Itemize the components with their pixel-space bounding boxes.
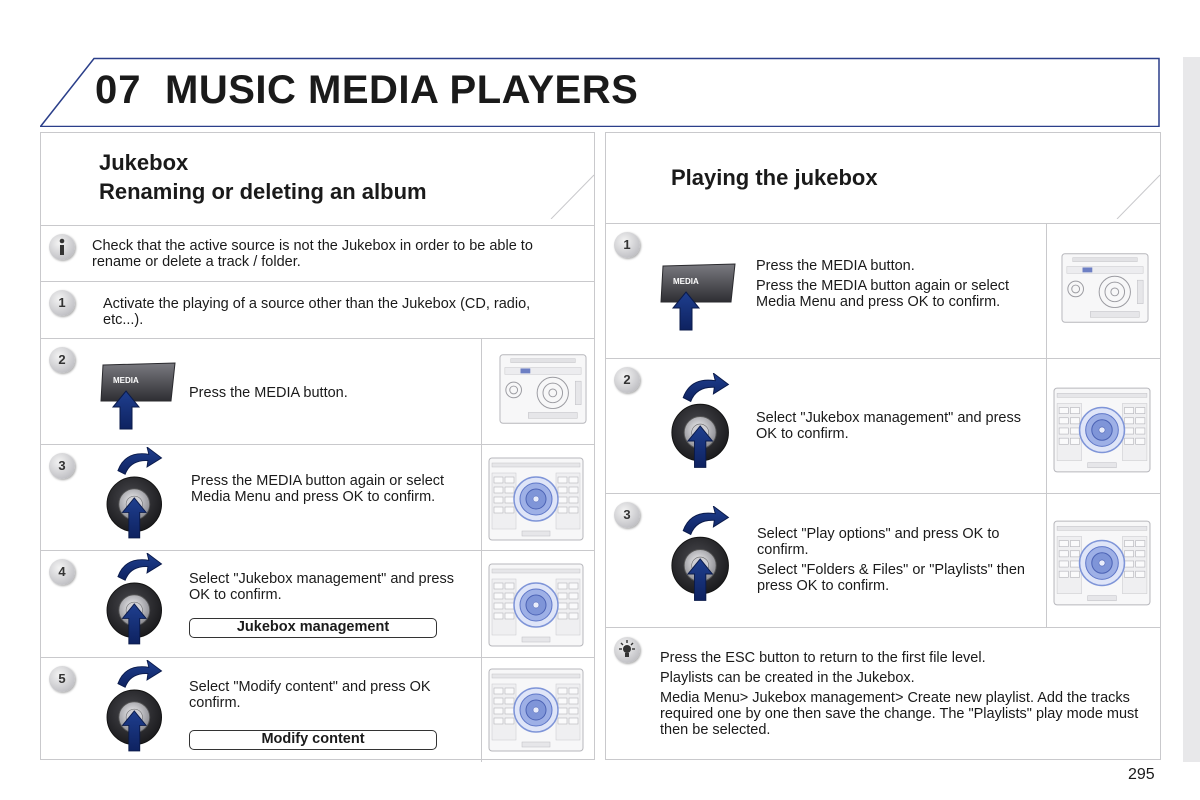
step-text-block bbox=[756, 258, 1036, 314]
right-step-3 bbox=[606, 493, 1160, 627]
control-knob-icon bbox=[105, 447, 169, 547]
tip-line: Media Menu> Jukebox management> Create new playlist. Add the tracks required one by one then save the change. The "Playlists" play mode must then be selected. bbox=[660, 690, 1139, 738]
left-section bbox=[40, 132, 595, 760]
car-radio-device-icon bbox=[488, 563, 584, 647]
step-badge: 1 bbox=[614, 232, 640, 258]
right-section-header bbox=[606, 133, 1160, 219]
left-step-2 bbox=[41, 338, 594, 444]
step-badge: 3 bbox=[49, 453, 75, 479]
control-knob-icon bbox=[670, 373, 736, 477]
info-text: Check that the active source is not the Jukebox in order to be able to rename or delete a track / folder. bbox=[92, 238, 533, 270]
modify-content-option: Modify content bbox=[189, 730, 437, 750]
right-step-1 bbox=[606, 223, 1160, 358]
left-step-4 bbox=[41, 550, 594, 657]
tip-line: Playlists can be created in the Jukebox. bbox=[660, 670, 915, 686]
control-knob-icon bbox=[105, 660, 169, 760]
car-radio-device-icon bbox=[488, 457, 584, 541]
left-section-header bbox=[41, 133, 594, 219]
step-text: Press the MEDIA button again or select Media Menu and press OK to confirm. bbox=[756, 278, 1010, 310]
left-step-5 bbox=[41, 657, 594, 761]
step-text: Select "Folders & Files" or "Playlists" then press OK to confirm. bbox=[757, 562, 1025, 594]
car-radio-device-icon bbox=[499, 353, 587, 425]
car-radio-device-icon bbox=[1053, 520, 1151, 606]
page-number: 295 bbox=[1128, 766, 1155, 783]
tip-bulb-icon bbox=[614, 637, 640, 663]
step-text: Press the MEDIA button. bbox=[189, 385, 348, 401]
chapter-number: 07 bbox=[95, 68, 142, 112]
step-badge: 1 bbox=[49, 290, 75, 316]
media-button-icon bbox=[99, 361, 177, 431]
left-section-title-2: Renaming or deleting an album bbox=[99, 179, 427, 204]
left-step-3 bbox=[41, 444, 594, 550]
tip-line: Press the ESC button to return to the first file level. bbox=[660, 650, 986, 666]
step-text: Press the MEDIA button again or select Media Menu and press OK to confirm. bbox=[191, 473, 445, 505]
car-radio-device-icon bbox=[1053, 387, 1151, 473]
step-text: Select "Modify content" and press OK confirm. bbox=[189, 679, 431, 711]
right-step-2 bbox=[606, 358, 1160, 493]
step-badge: 2 bbox=[49, 347, 75, 373]
step-text-block bbox=[757, 526, 1042, 598]
step-text: Select "Jukebox management" and press OK to confirm. bbox=[189, 571, 455, 603]
step-text: Activate the playing of a source other than the Jukebox (CD, radio, etc...). bbox=[103, 296, 531, 328]
left-step-1 bbox=[41, 281, 594, 338]
step-badge: 4 bbox=[49, 559, 75, 585]
car-radio-device-icon bbox=[1061, 252, 1149, 324]
tip-text-block bbox=[660, 650, 1150, 742]
jukebox-management-option: Jukebox management bbox=[189, 618, 437, 638]
media-button-icon bbox=[659, 262, 737, 332]
car-radio-device-icon bbox=[488, 668, 584, 752]
step-badge: 3 bbox=[614, 502, 640, 528]
tip-row bbox=[606, 627, 1160, 759]
control-knob-icon bbox=[105, 553, 169, 653]
step-badge: 2 bbox=[614, 367, 640, 393]
info-row bbox=[41, 225, 594, 281]
step-text: Select "Jukebox management" and press OK to confirm. bbox=[756, 410, 1022, 442]
step-text: Press the MEDIA button. bbox=[756, 258, 915, 274]
chapter-side-tab bbox=[1183, 57, 1200, 762]
right-section-title: Playing the jukebox bbox=[671, 165, 878, 190]
right-section bbox=[605, 132, 1161, 760]
control-knob-icon bbox=[670, 506, 736, 610]
step-text: Select "Play options" and press OK to confirm. bbox=[757, 526, 1000, 558]
left-section-title-1: Jukebox bbox=[99, 150, 189, 175]
info-icon bbox=[49, 234, 75, 260]
chapter-title: MUSIC MEDIA PLAYERS bbox=[165, 68, 639, 112]
step-badge: 5 bbox=[49, 666, 75, 692]
